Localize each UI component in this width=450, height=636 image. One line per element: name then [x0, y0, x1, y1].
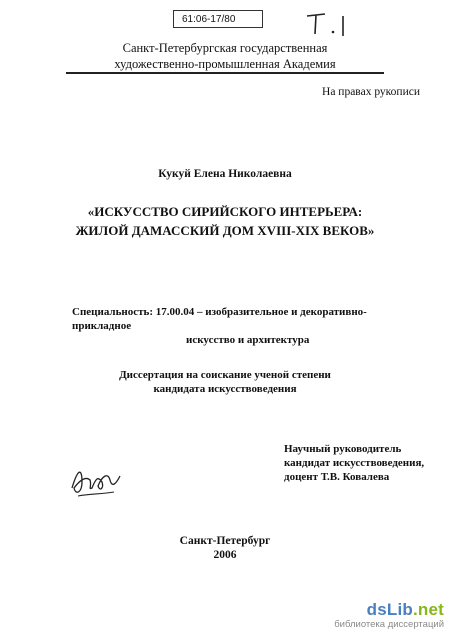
watermark-subtitle: библиотека диссертаций	[334, 619, 444, 630]
specialty	[72, 305, 422, 347]
dslib-watermark	[314, 600, 444, 632]
supervisor-block	[284, 442, 444, 484]
header-divider	[66, 72, 384, 74]
supervisor-line-3: доцент Т.В. Ковалева	[284, 471, 390, 483]
supervisor-line-2: кандидат искусствоведения,	[284, 457, 425, 469]
rights-label: На правах рукописи	[322, 86, 420, 98]
stamp-code: 61:06-17/80	[182, 14, 236, 25]
institution-line-1: Санкт-Петербургская государственная	[122, 41, 328, 55]
degree-statement	[0, 368, 450, 396]
specialty-line-1: Специальность: 17.00.04 – изобразительное и декоративно-прикладное	[72, 306, 367, 332]
watermark-logo-main: dsLib	[366, 600, 413, 619]
handwritten-signature	[68, 458, 128, 502]
degree-line-1: Диссертация на соискание ученой степени	[119, 369, 331, 381]
place-and-year	[0, 534, 450, 562]
library-stamp	[173, 10, 263, 28]
supervisor-line-1: Научный руководитель	[284, 443, 402, 455]
author-name: Кукуй Елена Николаевна	[158, 168, 292, 180]
city: Санкт-Петербург	[179, 535, 271, 547]
degree-line-2: кандидата искусствоведения	[153, 383, 297, 395]
year: 2006	[213, 549, 237, 561]
institution-name	[0, 40, 450, 72]
title-line-1: «ИСКУССТВО СИРИЙСКОГО ИНТЕРЬЕРА:	[87, 204, 363, 219]
specialty-line-2: искусство и архитектура	[186, 334, 310, 346]
watermark-logo-tld: .net	[412, 600, 444, 619]
title-line-2: ЖИЛОЙ ДАМАССКИЙ ДОМ XVIII-XIX ВЕКОВ»	[75, 223, 375, 238]
dissertation-title	[0, 202, 450, 240]
handwritten-note	[303, 8, 353, 40]
watermark-logo	[314, 600, 444, 620]
institution-line-2: художественно-промышленная Академия	[114, 57, 336, 71]
